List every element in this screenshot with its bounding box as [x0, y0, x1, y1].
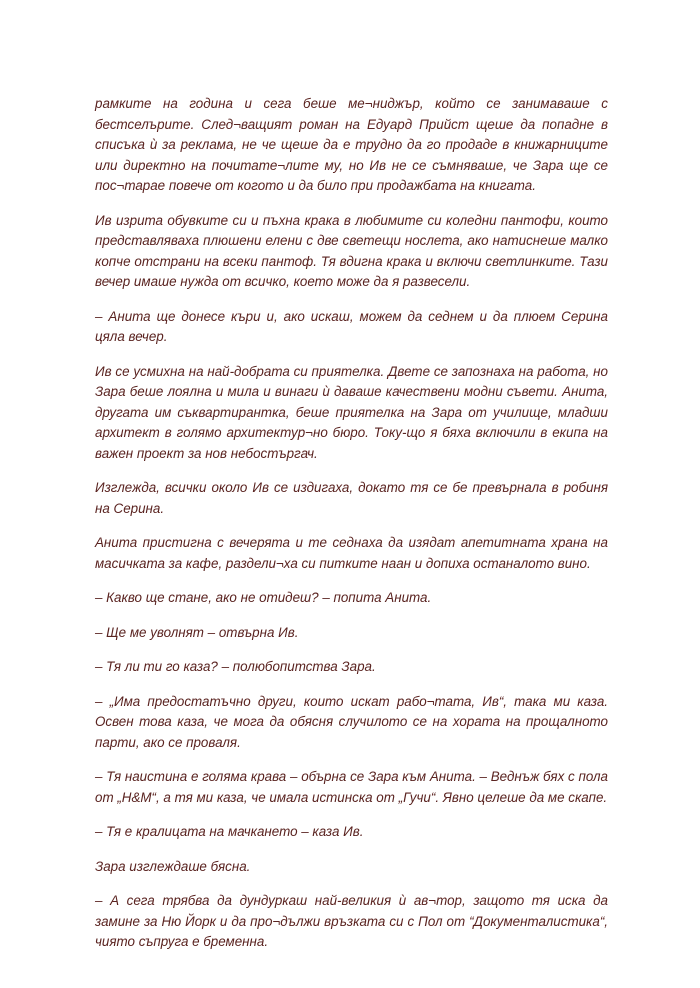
paragraph: Зара изглеждаше бясна. [95, 858, 251, 874]
paragraph: Изглежда, всички около Ив се издигаха, докато тя се бе превърнала в робиня на Серина. [95, 480, 608, 516]
paragraph: – А сега трябва да дундуркаш най-великия ѝ ав¬тор, защото тя иска да замине за Ню Йорк и да про¬дължи връзката си с Пол от “Документалистика“, чиято съпруга е бременна. [95, 893, 608, 949]
paragraph: Ив се усмихна на най-добрата си приятелка. Двете се запознаха на работа, но Зара беше лоялна и мила и винаги ѝ даваше качествени модни съвети. Анита, другата им съквартирантка, беше приятелка на Зара от училище, младши архитект в голямо архитектур¬но бюро. Току-що я бяха включили в екипа на важен проект за нов небостъргач. [95, 363, 608, 461]
paragraph: – Тя наистина е голяма крава – обърна се Зара към Анита. – Веднъж бях с пола от „H&M“, а тя ми каза, че имала истинска от „Гучи“. Явно целеше да ме скапе. [95, 769, 608, 805]
paragraph: – „Има предостатъчно други, които искат рабо¬тата, Ив“, така ми каза. Освен това каза, че мога да обясня случилото се на хората на прощалното парти, ако се проваля. [95, 693, 608, 750]
paragraph: – Тя е кралицата на мачкането – каза Ив. [95, 824, 364, 839]
paragraph: Ив изрита обувките си и пъхна крака в любимите си коледни пантофи, които представляваха плюшени елени с две светещи нослета, ако натиснеше малко копче отстрани на всеки пантоф. Тя вдигна крака и включи светлинките. Тази вечер имаше нужда от всичко, което може да я развесели. [95, 212, 608, 289]
body-text [95, 94, 608, 967]
paragraph: – Какво ще стане, ако не отидеш? – попита Анита. [95, 590, 432, 605]
paragraph: Анита пристигна с вечерята и те седнаха да изядат апетитната храна на масичката за кафе, раздели¬ха си питките наан и допиха останалото вино. [95, 535, 608, 571]
paragraph: рамките на година и сега беше ме¬ниджър, който се занимаваше с бестселърите. След¬ващият роман на Едуард Прийст щеше да попадне в списъка ѝ за реклама, не че щеше да е трудно да го продаде в книжарниците или директно на почитате¬лите му, но Ив не се съмняваше, че Зара ще се пос¬тараe повече от когото и да било при продажбата на книгата. [95, 96, 608, 193]
paragraph: – Анита ще донесе къри и, ако искаш, можем да седнем и да плюем Серина цяла вечер. [95, 308, 608, 344]
paragraph: – Тя ли ти го каза? – полюбопитства Зара. [95, 659, 376, 674]
paragraph: – Ще ме уволнят – отвърна Ив. [95, 624, 299, 640]
